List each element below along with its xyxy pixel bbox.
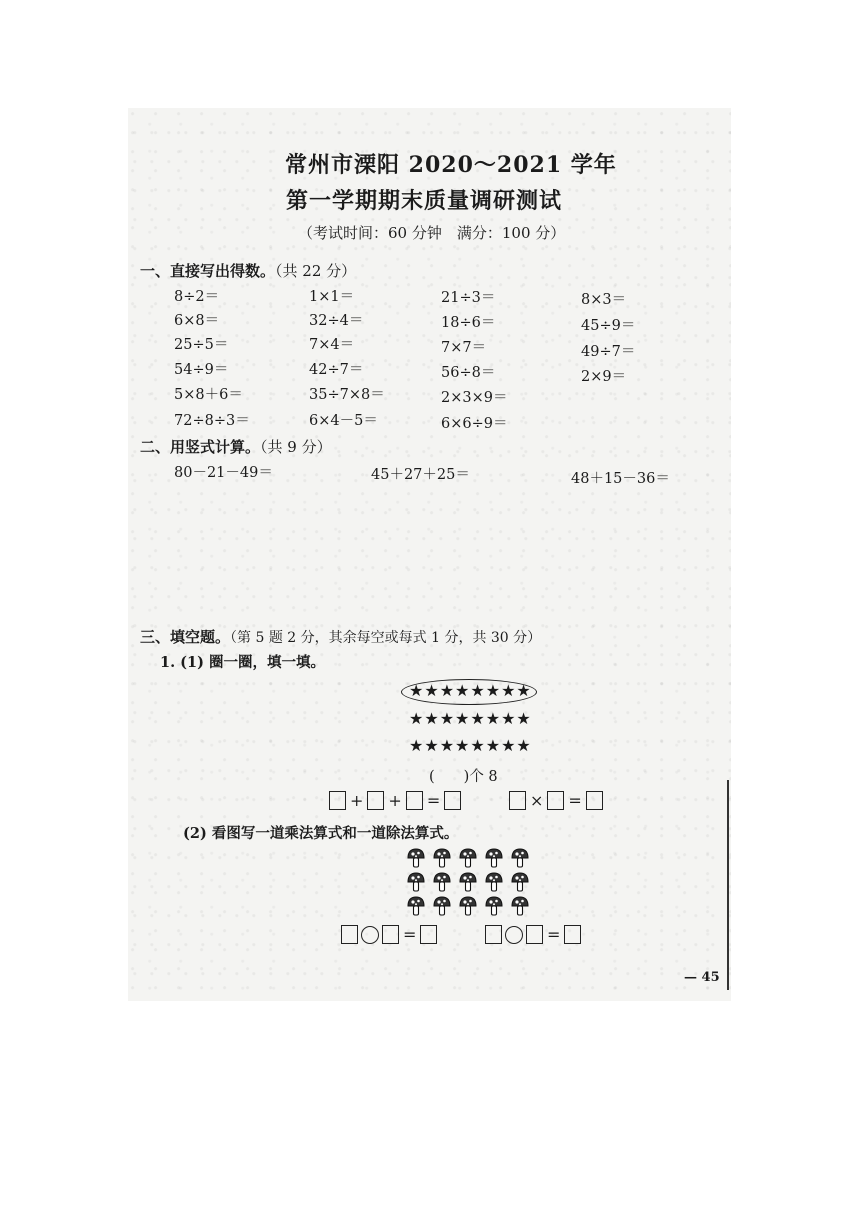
section-3-points: （第 5 题 2 分，其余每空或每式 1 分，共 30 分） [230, 630, 542, 646]
mushroom-icon [459, 896, 477, 918]
addition-equation-blanks [329, 791, 461, 810]
question: 2×9＝ [581, 369, 627, 385]
answer-box[interactable] [382, 925, 399, 944]
mushroom-icon [511, 872, 529, 894]
answer-box[interactable] [509, 791, 526, 810]
section-1-points: （共 22 分） [275, 262, 357, 280]
equals-sign: = [403, 925, 417, 944]
question: 7×4＝ [309, 337, 355, 353]
star-row: ★★★★★★★★ [409, 709, 532, 728]
times-sign: × [530, 791, 544, 810]
question: 54÷9＝ [174, 362, 229, 378]
answer-box[interactable] [586, 791, 603, 810]
section-1-title: 一、直接写出得数。 [140, 262, 276, 280]
operator-circle[interactable] [361, 926, 379, 944]
answer-box[interactable] [420, 925, 437, 944]
operator-circle[interactable] [505, 926, 523, 944]
section-3-title: 三、填空题。 [140, 628, 231, 646]
star-row: ★★★★★★★★ [409, 681, 532, 700]
mushroom-icon [433, 896, 451, 918]
answer-box[interactable] [367, 791, 384, 810]
question: 32÷4＝ [309, 313, 364, 329]
plus-sign: + [350, 791, 364, 810]
question: 72÷8÷3＝ [174, 413, 250, 429]
question: 7×7＝ [441, 340, 487, 356]
section-2-points: （共 9 分） [260, 438, 332, 456]
mushroom-icon [433, 848, 451, 870]
mushroom-icon [407, 896, 425, 918]
plus-sign: + [388, 791, 402, 810]
question: 56÷8＝ [441, 365, 496, 381]
exam-subtitle: （考试时间：60 分钟 满分：100 分） [298, 224, 566, 242]
question: 45÷9＝ [581, 318, 636, 334]
groups-of-eight-blank: ( )个 8 [429, 769, 498, 785]
section-2-title: 二、用竖式计算。 [140, 438, 261, 456]
title-line-1: 常州市溧阳 2020～2021 学年 [285, 152, 617, 178]
mushroom-icon [407, 848, 425, 870]
mushroom-icon [511, 896, 529, 918]
equals-sign: = [568, 791, 582, 810]
answer-box[interactable] [329, 791, 346, 810]
page-edge-line [727, 780, 729, 990]
question: 21÷3＝ [441, 290, 496, 306]
mushroom-icon [485, 872, 503, 894]
question: 6×6÷9＝ [441, 416, 508, 432]
star-row: ★★★★★★★★ [409, 736, 532, 755]
equals-sign: = [547, 925, 561, 944]
answer-box[interactable] [444, 791, 461, 810]
division-operator-blanks [485, 925, 581, 944]
mushroom-grid [407, 848, 529, 918]
question: 1×1＝ [309, 289, 355, 305]
vertical-calc-item: 45＋27＋25＝ [371, 467, 470, 483]
question-1-part-2: (2) 看图写一道乘法算式和一道除法算式。 [183, 825, 459, 842]
answer-box[interactable] [341, 925, 358, 944]
multiplication-equation-blanks [509, 791, 603, 810]
answer-box[interactable] [406, 791, 423, 810]
section-1-heading [140, 260, 356, 281]
answer-box[interactable] [526, 925, 543, 944]
mushroom-icon [485, 848, 503, 870]
mushroom-icon [407, 872, 425, 894]
mushroom-icon [485, 896, 503, 918]
question: 6×8＝ [174, 313, 220, 329]
mushroom-icon [511, 848, 529, 870]
vertical-calc-item: 48＋15－36＝ [571, 471, 670, 487]
question: 5×8＋6＝ [174, 387, 243, 403]
answer-box[interactable] [564, 925, 581, 944]
mushroom-icon [459, 872, 477, 894]
vertical-calc-item: 80－21－49＝ [174, 465, 273, 481]
question: 42÷7＝ [309, 362, 364, 378]
section-2-heading [140, 436, 332, 457]
question: 6×4－5＝ [309, 413, 378, 429]
answer-box[interactable] [547, 791, 564, 810]
question: 18÷6＝ [441, 315, 496, 331]
section-3-heading [140, 626, 541, 647]
question: 35÷7×8＝ [309, 387, 385, 403]
mushroom-icon [459, 848, 477, 870]
title-line-2: 第一学期期末质量调研测试 [286, 188, 563, 214]
question: 8÷2＝ [174, 289, 220, 305]
question: 2×3×9＝ [441, 390, 508, 406]
question: 25÷5＝ [174, 337, 229, 353]
equals-sign: = [426, 791, 441, 810]
multiplication-operator-blanks [341, 925, 437, 944]
question: 8×3＝ [581, 292, 627, 308]
mushroom-icon [433, 872, 451, 894]
question: 49÷7＝ [581, 344, 636, 360]
page-number: — 45 [684, 970, 720, 985]
answer-box[interactable] [485, 925, 502, 944]
question-1-part-1: 1. (1) 圈一圈，填一填。 [160, 654, 326, 671]
